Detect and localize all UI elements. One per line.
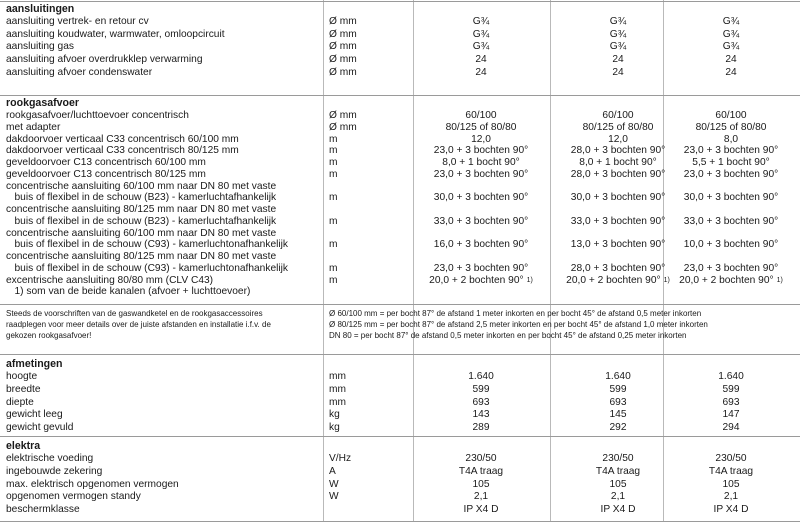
row-label: hoogte	[6, 371, 38, 382]
table-row	[0, 228, 800, 239]
value-model-3: 23,0 + 3 bochten 90°	[683, 168, 779, 180]
value-model-3: 80/125 of 80/80	[695, 121, 767, 133]
row-unit: m	[329, 274, 338, 286]
row-label: buis of flexibel in de schouw (C93) - kamerluchtonafhankelijk	[6, 239, 288, 251]
value-model-1: 693	[472, 396, 490, 408]
value-model-2: 230/50	[602, 453, 634, 464]
row-unit: Ø mm	[329, 54, 357, 66]
value-model-3: 2,1	[723, 491, 739, 503]
table-row	[0, 239, 800, 250]
row-unit: m	[329, 145, 338, 157]
table-row	[0, 275, 800, 286]
table-row	[0, 204, 800, 215]
section-divider	[0, 354, 800, 355]
row-unit: mm	[329, 396, 346, 408]
row-unit: V/Hz	[329, 453, 352, 464]
value-model-2: 693	[609, 396, 627, 408]
value-model-3: 1.640	[718, 371, 744, 382]
row-label: concentrische aansluiting 80/125 mm naar DN 80 met vaste	[6, 204, 277, 215]
value-model-1: 20,0 + 2 bochten 90° $^{1)}$	[429, 274, 533, 286]
table-row	[0, 41, 800, 52]
row-label: dakdoorvoer verticaal C33 concentrisch 80/125 mm	[6, 145, 239, 157]
value-model-2: 28,0 + 3 bochten 90°	[570, 145, 666, 157]
value-model-2: 145	[609, 409, 627, 421]
row-label: aansluiting gas	[6, 41, 74, 53]
section-title-elektra: elektra	[6, 440, 41, 452]
value-model-3: 599	[722, 383, 740, 395]
row-label: aansluiting koudwater, warmwater, omloopcircuit	[6, 28, 225, 40]
value-model-2: G¾	[609, 41, 627, 53]
bend-correction-note: Ø 60/100 mm = per bocht 87° de afstand 1 meter inkorten en per bocht 45° de afstand 0,5 meter inkorten	[329, 309, 702, 318]
value-model-2: 60/100	[602, 110, 634, 121]
value-model-1: 23,0 + 3 bochten 90°	[433, 262, 529, 274]
value-model-2: 292	[609, 422, 627, 434]
value-model-2: 599	[609, 383, 627, 395]
row-unit: m	[329, 157, 338, 168]
table-row	[0, 181, 800, 192]
section-title-aansluitingen: aansluitingen	[6, 3, 75, 15]
value-model-3: 20,0 + 2 bochten 90° $^{1)}$	[679, 274, 783, 286]
value-model-2: 80/125 of 80/80	[582, 121, 654, 133]
table-row	[0, 409, 800, 420]
value-model-2: 1.640	[605, 371, 631, 382]
row-label: rookgasafvoer/luchttoevoer concentrisch	[6, 110, 189, 121]
section-divider	[0, 304, 800, 305]
table-row	[0, 453, 800, 464]
bend-correction-note: Ø 80/125 mm = per bocht 87° de afstand 2,5 meter inkorten en per bocht 45° de afstand 1,0 meter inkorten	[329, 319, 708, 329]
table-row	[0, 466, 800, 477]
row-label: elektrische voeding	[6, 453, 94, 464]
value-model-2: 13,0 + 3 bochten 90°	[570, 239, 666, 251]
value-model-3: 8,0	[723, 133, 739, 145]
row-unit: Ø mm	[329, 121, 357, 133]
value-model-1: 2,1	[473, 491, 489, 503]
table-row	[0, 192, 800, 203]
value-model-2: 24	[612, 54, 624, 66]
value-model-1: 1.640	[468, 371, 494, 382]
value-model-2: 105	[609, 478, 627, 490]
row-unit: Ø mm	[329, 28, 357, 40]
installation-note: gekozen rookgasafvoer!	[6, 330, 92, 340]
row-label: aansluiting afvoer overdrukklep verwarming	[6, 54, 203, 66]
value-model-3: 30,0 + 3 bochten 90°	[683, 192, 779, 204]
value-model-3: 23,0 + 3 bochten 90°	[683, 262, 779, 274]
table-row	[0, 122, 800, 133]
row-unit: Ø mm	[329, 66, 357, 78]
row-label: geveldoorvoer C13 concentrisch 60/100 mm	[6, 157, 206, 168]
value-model-3: 60/100	[715, 110, 747, 121]
value-model-3: T4A traag	[708, 465, 754, 477]
value-model-3: G¾	[722, 41, 740, 53]
row-unit: W	[329, 491, 339, 503]
value-model-1: 143	[472, 409, 490, 421]
value-model-2: IP X4 D	[600, 504, 636, 516]
bend-correction-note: DN 80 = per bocht 87° de afstand 0,5 meter inkorten en per bocht 45° de afstand 0,25 meter inkorten	[329, 330, 687, 340]
row-label: gewicht gevuld	[6, 422, 74, 434]
table-row	[0, 504, 800, 515]
value-model-2: G¾	[609, 28, 627, 40]
table-row	[0, 145, 800, 156]
value-model-3: 24	[725, 54, 737, 66]
row-unit: Ø mm	[329, 110, 357, 121]
value-model-3: 693	[722, 396, 740, 408]
table-row	[0, 263, 800, 274]
value-model-1: 24	[475, 54, 487, 66]
value-model-3: 23,0 + 3 bochten 90°	[683, 145, 779, 157]
table-row	[0, 216, 800, 227]
section-title-rookgasafvoer: rookgasafvoer	[6, 97, 80, 109]
value-model-1: 24	[475, 66, 487, 78]
table-row	[0, 384, 800, 395]
value-model-2: 12,0	[608, 133, 628, 145]
table-row	[0, 169, 800, 180]
table-row	[0, 251, 800, 262]
row-unit: m	[329, 239, 338, 251]
row-label: 1) som van de beide kanalen (afvoer + luchttoevoer)	[6, 286, 251, 298]
value-model-1: T4A traag	[458, 465, 504, 477]
value-model-3: 230/50	[715, 453, 747, 464]
row-unit: m	[329, 215, 338, 227]
value-model-3: IP X4 D	[713, 504, 749, 516]
value-model-1: 30,0 + 3 bochten 90°	[433, 192, 529, 204]
value-model-3: 10,0 + 3 bochten 90°	[683, 239, 779, 251]
section-divider	[0, 436, 800, 437]
row-label: max. elektrisch opgenomen vermogen	[6, 478, 179, 490]
value-model-2: T4A traag	[595, 465, 641, 477]
table-row	[0, 54, 800, 65]
row-label: buis of flexibel in de schouw (C93) - kamerluchtonafhankelijk	[6, 262, 288, 274]
value-model-3: G¾	[722, 28, 740, 40]
row-unit: W	[329, 478, 339, 490]
value-model-3: G¾	[722, 16, 740, 27]
section-divider	[0, 95, 800, 96]
row-unit: Ø mm	[329, 16, 357, 27]
table-row	[0, 29, 800, 40]
table-row	[0, 157, 800, 168]
value-model-2: 30,0 + 3 bochten 90°	[570, 192, 666, 204]
value-model-3: 33,0 + 3 bochten 90°	[683, 215, 779, 227]
value-model-1: 23,0 + 3 bochten 90°	[433, 145, 529, 157]
row-label: excentrische aansluiting 80/80 mm (CLV C43)	[6, 274, 214, 286]
section-title-afmetingen: afmetingen	[6, 358, 63, 370]
value-model-1: G¾	[472, 28, 490, 40]
row-unit: mm	[329, 371, 346, 382]
row-label: buis of flexibel in de schouw (B23) - kamerluchtafhankelijk	[6, 215, 277, 227]
installation-note: Steeds de voorschriften van de gaswandketel en de rookgasaccessoires	[6, 309, 263, 318]
table-row	[0, 286, 800, 297]
row-label: dakdoorvoer verticaal C33 concentrisch 60/100 mm	[6, 133, 239, 145]
table-row	[0, 422, 800, 433]
value-model-2: 33,0 + 3 bochten 90°	[570, 215, 666, 227]
row-label: geveldoorvoer C13 concentrisch 80/125 mm	[6, 168, 206, 180]
table-row	[0, 479, 800, 490]
value-model-1: 16,0 + 3 bochten 90°	[433, 239, 529, 251]
value-model-1: G¾	[472, 16, 490, 27]
value-model-1: 60/100	[465, 110, 497, 121]
value-model-1: 230/50	[465, 453, 497, 464]
row-label: diepte	[6, 396, 34, 408]
section-divider	[0, 1, 800, 2]
value-model-2: 20,0 + 2 bochten 90° $^{1)}$	[566, 274, 670, 286]
table-row	[0, 397, 800, 408]
row-label: gewicht leeg	[6, 409, 63, 421]
row-label: aansluiting afvoer condenswater	[6, 66, 153, 78]
row-unit: mm	[329, 383, 346, 395]
value-model-1: 23,0 + 3 bochten 90°	[433, 168, 529, 180]
value-model-2: G¾	[609, 16, 627, 27]
value-model-3: 105	[722, 478, 740, 490]
table-row	[0, 371, 800, 382]
table-row	[0, 16, 800, 27]
value-model-3: 5,5 + 1 bocht 90°	[692, 157, 770, 168]
row-unit: m	[329, 168, 338, 180]
value-model-2: 24	[612, 66, 624, 78]
value-model-1: 289	[472, 422, 490, 434]
value-model-2: 8,0 + 1 bocht 90°	[579, 157, 657, 168]
table-row	[0, 110, 800, 121]
value-model-1: 8,0 + 1 bocht 90°	[442, 157, 520, 168]
row-label: buis of flexibel in de schouw (B23) - kamerluchtafhankelijk	[6, 192, 277, 204]
row-unit: kg	[329, 422, 340, 434]
value-model-3: 24	[725, 66, 737, 78]
row-label: beschermklasse	[6, 504, 80, 516]
row-label: concentrische aansluiting 80/125 mm naar DN 80 met vaste	[6, 251, 277, 262]
value-model-3: 294	[722, 422, 740, 434]
value-model-1: 105	[472, 478, 490, 490]
row-label: concentrische aansluiting 60/100 mm naar DN 80 met vaste	[6, 227, 277, 239]
row-unit: Ø mm	[329, 41, 357, 53]
table-row	[0, 491, 800, 502]
row-unit: m	[329, 262, 338, 274]
row-label: aansluiting vertrek- en retour cv	[6, 16, 149, 27]
row-label: met adapter	[6, 121, 61, 133]
table-row	[0, 67, 800, 78]
value-model-1: 599	[472, 383, 490, 395]
installation-note: raadplegen voor meer details over de juiste afstanden en installatie i.f.v. de	[6, 319, 271, 329]
row-unit: m	[329, 133, 338, 145]
row-label: breedte	[6, 383, 41, 395]
row-label: concentrische aansluiting 60/100 mm naar DN 80 met vaste	[6, 180, 277, 192]
value-model-1: 12,0	[471, 133, 491, 145]
row-label: opgenomen vermogen standy	[6, 491, 141, 503]
value-model-2: 28,0 + 3 bochten 90°	[570, 168, 666, 180]
row-unit: kg	[329, 409, 340, 421]
table-row	[0, 134, 800, 145]
row-label: ingebouwde zekering	[6, 465, 103, 477]
value-model-2: 28,0 + 3 bochten 90°	[570, 262, 666, 274]
value-model-1: G¾	[472, 41, 490, 53]
value-model-1: 33,0 + 3 bochten 90°	[433, 215, 529, 227]
value-model-1: 80/125 of 80/80	[445, 121, 517, 133]
value-model-3: 147	[722, 409, 740, 421]
row-unit: A	[329, 465, 336, 477]
row-unit: m	[329, 192, 338, 204]
value-model-2: 2,1	[610, 491, 626, 503]
value-model-1: IP X4 D	[463, 504, 499, 516]
